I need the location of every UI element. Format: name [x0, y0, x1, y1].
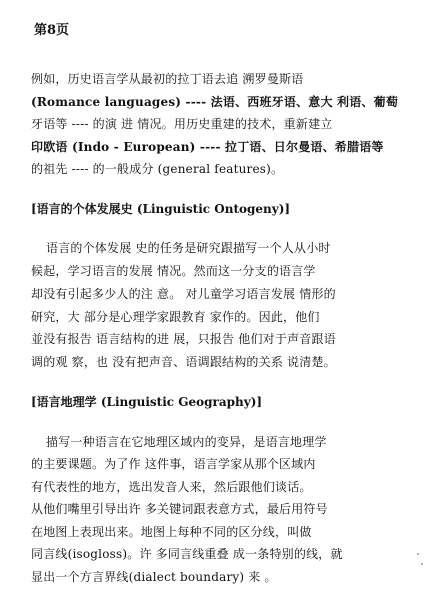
paragraph-line: 同言线(isogloss)。许 多同言线重叠 成一条特别的线，就	[31, 547, 343, 561]
paragraph-line: 调的观 察，也 没有把声音、语调跟结构的关系 说清楚。	[31, 355, 336, 369]
paragraph-line: 在地图上表现出来。地图上每种不同的区分线，叫做	[31, 525, 312, 539]
paragraph-line: (Romance languages) ---- 法语、西班牙语、意大 利语、葡萄	[31, 95, 399, 109]
paragraph-line: 牙语等 ---- 的演 进 情况。用历史重建的技术，重新建立	[31, 117, 333, 131]
paragraph-line: 从他们嘴里引导出许 多关键词跟表意方式，最后用符号	[31, 502, 328, 516]
paragraph-line: 有代表性的地方，选出发音人来，然后跟他们谈话。	[31, 480, 312, 494]
scan-speck	[421, 563, 423, 565]
section-heading-linguistic-geography: [语言地理学 (Linguistic Geography)]	[31, 395, 263, 409]
paragraph-line: 的主要课题。为了作 这件事，语言学家从那个区域内	[31, 457, 316, 471]
section-heading-linguistic-ontogeny: [语言的个体发展史 (Linguistic Ontogeny)]	[31, 202, 291, 216]
paragraph-line: 並没有报告 语言结构的进 展，只报告 他们对于声音跟语	[31, 332, 336, 346]
paragraph-line: 例如，历史语言学从最初的拉丁语去追 溯罗曼斯语	[31, 72, 304, 86]
paragraph-line: 显出一个方言界线(dialect boundary) 来 。	[31, 570, 277, 584]
paragraph-line: 研究，大 部分是心理学家跟教育 家作的。因此，他们	[31, 310, 320, 324]
paragraph-line: 却没有引起多少人的注 意。 对儿童学习语言发展 情形的	[31, 287, 336, 301]
paragraph-line: 的祖先 ---- 的一般成分 (general features)。	[31, 162, 284, 176]
page-number-label: 第8页	[34, 23, 70, 38]
paragraph-line: 印欧语 (Indo - European) ---- 拉丁语、日尔曼语、希腊语等	[31, 140, 384, 154]
paragraph-line: 语言的个体发展 史的任务是研究跟描写一个人从小时	[46, 241, 331, 255]
paragraph-line: 描写一种语言在它地理区域内的变异，是语言地理学	[46, 435, 327, 449]
scan-speck	[417, 553, 419, 555]
paragraph-line: 候起，学习语言的发展 情况。然而这一分支的语言学	[31, 264, 316, 278]
